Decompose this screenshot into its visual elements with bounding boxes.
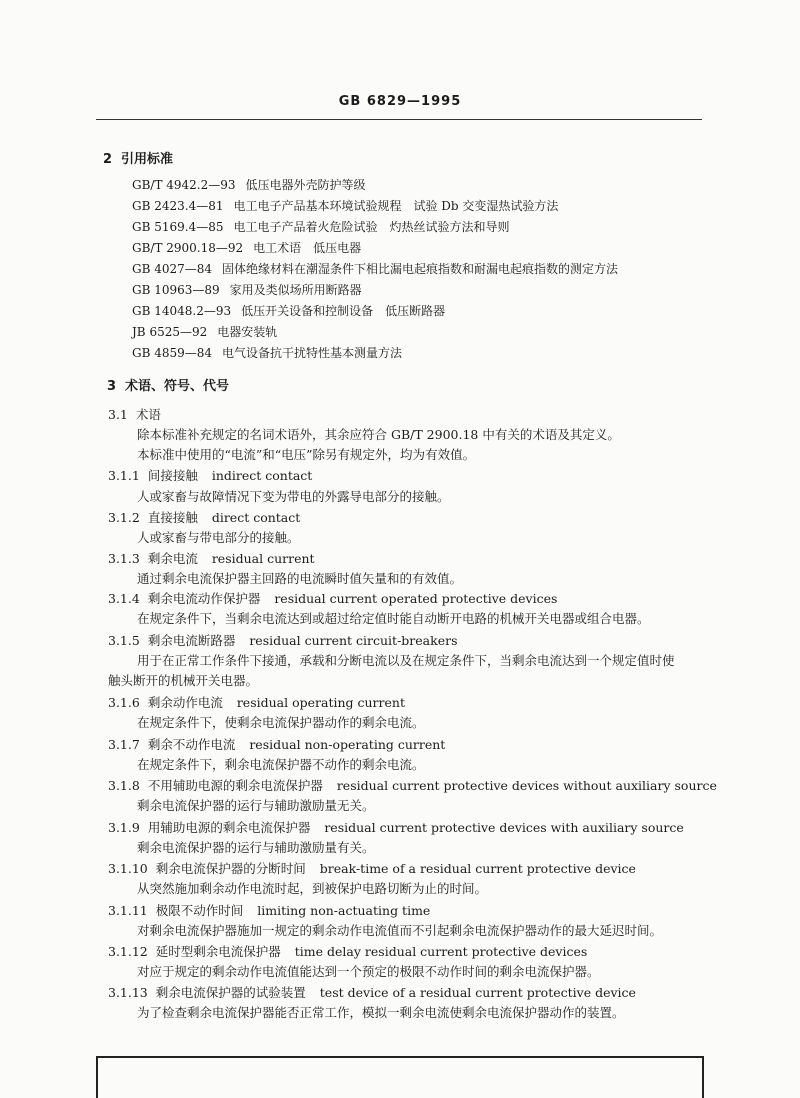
- term-zh: 延时型剩余电流保护器: [155, 944, 281, 959]
- term-en: residual current operated protective devices: [274, 591, 558, 606]
- ref-code: GB 4859—84: [132, 346, 213, 360]
- term-number: 3.1.9: [108, 820, 140, 835]
- term-definition: 人或家畜与带电部分的接触。: [137, 530, 300, 545]
- term-definition: 通过剩余电流保护器主回路的电流瞬时值矢量和的有效值。: [137, 571, 463, 586]
- term-en: residual current circuit-breakers: [249, 633, 458, 648]
- ref-item: [132, 218, 510, 235]
- term-definition: 剩余电流保护器的运行与辅助激励量无关。: [137, 798, 375, 813]
- ref-item: [132, 344, 402, 361]
- term-number: 3.1.8: [108, 778, 140, 793]
- ref-item: [132, 302, 445, 319]
- ref-title: 固体绝缘材料在潮湿条件下相比漏电起痕指数和耐漏电起痕指数的测定方法: [222, 262, 619, 276]
- section-3-heading: [107, 375, 229, 394]
- ref-item: [132, 260, 618, 277]
- term-en: time delay residual current protective devices: [294, 944, 588, 959]
- term-en: residual current: [211, 551, 315, 566]
- term-definition: 为了检查剩余电流保护器能否正常工作，模拟一剩余电流使剩余电流保护器动作的装置。: [137, 1005, 625, 1020]
- ref-title: 电器安装轨: [217, 325, 278, 339]
- section-title: 术语、符号、代号: [125, 379, 230, 394]
- term-heading: [108, 589, 557, 607]
- term-en: indirect contact: [211, 468, 313, 483]
- paragraph: 本标准中使用的“电流”和“电压”除另有规定外，均为有效值。: [137, 447, 476, 462]
- section-title: 引用标准: [121, 152, 174, 167]
- term-en: limiting non-actuating time: [257, 903, 431, 918]
- ref-code: GB 5169.4—85: [132, 220, 224, 234]
- term-heading: [108, 776, 717, 794]
- term-en: test device of a residual current protective device: [319, 985, 636, 1000]
- term-heading: [108, 859, 636, 877]
- term-zh: 不用辅助电源的剩余电流保护器: [147, 778, 323, 793]
- term-heading: [108, 983, 636, 1001]
- term-definition: 从突然施加剩余动作电流时起，到被保护电路切断为止的时间。: [137, 881, 488, 896]
- ref-code: JB 6525—92: [132, 325, 208, 339]
- term-definition: 用于在正常工作条件下接通，承载和分断电流以及在规定条件下，当剩余电流达到一个规定值时使: [137, 653, 675, 668]
- section-number: 2: [103, 152, 113, 167]
- term-number: 3.1.12: [108, 944, 148, 959]
- term-zh: 间接接触: [147, 468, 198, 483]
- term-definition: 对应于规定的剩余动作电流值能达到一个预定的极限不动作时间的剩余电流保护器。: [137, 964, 600, 979]
- term-en: residual current protective devices with auxiliary source: [324, 820, 684, 835]
- term-zh: 剩余电流保护器的分断时间: [155, 861, 306, 876]
- header-rule: [96, 119, 702, 120]
- term-heading: [108, 818, 684, 836]
- term-number: 3.1.10: [108, 861, 148, 876]
- term-zh: 剩余电流动作保护器: [147, 591, 261, 606]
- term-zh: 用辅助电源的剩余电流保护器: [147, 820, 311, 835]
- ref-code: GB 2423.4—81: [132, 199, 224, 213]
- ref-title: 家用及类似场所用断路器: [229, 283, 362, 297]
- section-number: 3: [107, 379, 117, 394]
- section-2-heading: [103, 148, 173, 167]
- term-heading: [108, 631, 458, 649]
- term-number: 3.1.6: [108, 695, 140, 710]
- term-number: 3.1.1: [108, 468, 140, 483]
- term-number: 3.1.7: [108, 737, 140, 752]
- term-definition: 在规定条件下，当剩余电流达到或超过给定值时能自动断开电路的机械开关电器或组合电器。: [137, 611, 650, 626]
- term-en: residual operating current: [236, 695, 405, 710]
- ref-title: 低压电器外壳防护等级: [245, 178, 366, 192]
- term-number: 3.1: [108, 407, 128, 422]
- ref-item: [132, 176, 366, 193]
- term-zh: 剩余不动作电流: [147, 737, 236, 752]
- bottom-frame: [96, 1056, 704, 1098]
- subsection-3-1-heading: [108, 405, 161, 423]
- ref-title: 低压开关设备和控制设备 低压断路器: [241, 304, 446, 318]
- ref-code: GB 14048.2—93: [132, 304, 232, 318]
- ref-title: 电工术语 低压电器: [253, 241, 362, 255]
- paragraph: 除本标准补充规定的名词术语外，其余应符合 GB/T 2900.18 中有关的术语及其定义。: [137, 427, 620, 442]
- page-header: GB 6829—1995: [338, 94, 462, 109]
- term-en: residual current protective devices without auxiliary source: [336, 778, 717, 793]
- term-zh: 剩余动作电流: [147, 695, 223, 710]
- ref-title: 电气设备抗干扰特性基本测量方法: [222, 346, 403, 360]
- term-zh: 剩余电流保护器的试验装置: [155, 985, 306, 1000]
- ref-code: GB 4027—84: [132, 262, 213, 276]
- term-number: 3.1.4: [108, 591, 140, 606]
- term-number: 3.1.11: [108, 903, 148, 918]
- term-en: break-time of a residual current protective device: [319, 861, 636, 876]
- term-en: residual non-operating current: [249, 737, 446, 752]
- ref-code: GB/T 4942.2—93: [132, 178, 236, 192]
- term-number: 3.1.13: [108, 985, 148, 1000]
- ref-code: GB 10963—89: [132, 283, 220, 297]
- term-heading: [108, 942, 587, 960]
- term-definition-continued: 触头断开的机械开关电器。: [108, 673, 259, 688]
- term-heading: [108, 508, 300, 526]
- ref-item: [132, 281, 362, 298]
- term-heading: [108, 549, 315, 567]
- ref-title: 电工电子产品着火危险试验 灼热丝试验方法和导则: [233, 220, 510, 234]
- term-definition: 剩余电流保护器的运行与辅助激励量有关。: [137, 840, 375, 855]
- ref-item: [132, 323, 277, 340]
- term-zh: 直接接触: [147, 510, 198, 525]
- term-number: 3.1.3: [108, 551, 140, 566]
- term-definition: 对剩余电流保护器施加一规定的剩余动作电流值而不引起剩余电流保护器动作的最大延迟时间。: [137, 923, 663, 938]
- term-heading: [108, 901, 430, 919]
- ref-title: 电工电子产品基本环境试验规程 试验 Db 交变湿热试验方法: [233, 199, 559, 213]
- ref-item: [132, 197, 558, 214]
- term-number: 3.1.5: [108, 633, 140, 648]
- term-definition: 在规定条件下，使剩余电流保护器动作的剩余电流。: [137, 715, 425, 730]
- term-zh: 剩余电流断路器: [147, 633, 236, 648]
- term-heading: [108, 466, 312, 484]
- ref-code: GB/T 2900.18—92: [132, 241, 244, 255]
- term-definition: 人或家畜与故障情况下变为带电的外露导电部分的接触。: [137, 489, 450, 504]
- term-zh: 极限不动作时间: [155, 903, 244, 918]
- term-number: 3.1.2: [108, 510, 140, 525]
- term-heading: [108, 735, 445, 753]
- term-heading: [108, 693, 405, 711]
- ref-item: [132, 239, 361, 256]
- term-title: 术语: [135, 407, 161, 422]
- term-zh: 剩余电流: [147, 551, 198, 566]
- term-definition: 在规定条件下，剩余电流保护器不动作的剩余电流。: [137, 757, 425, 772]
- term-en: direct contact: [211, 510, 301, 525]
